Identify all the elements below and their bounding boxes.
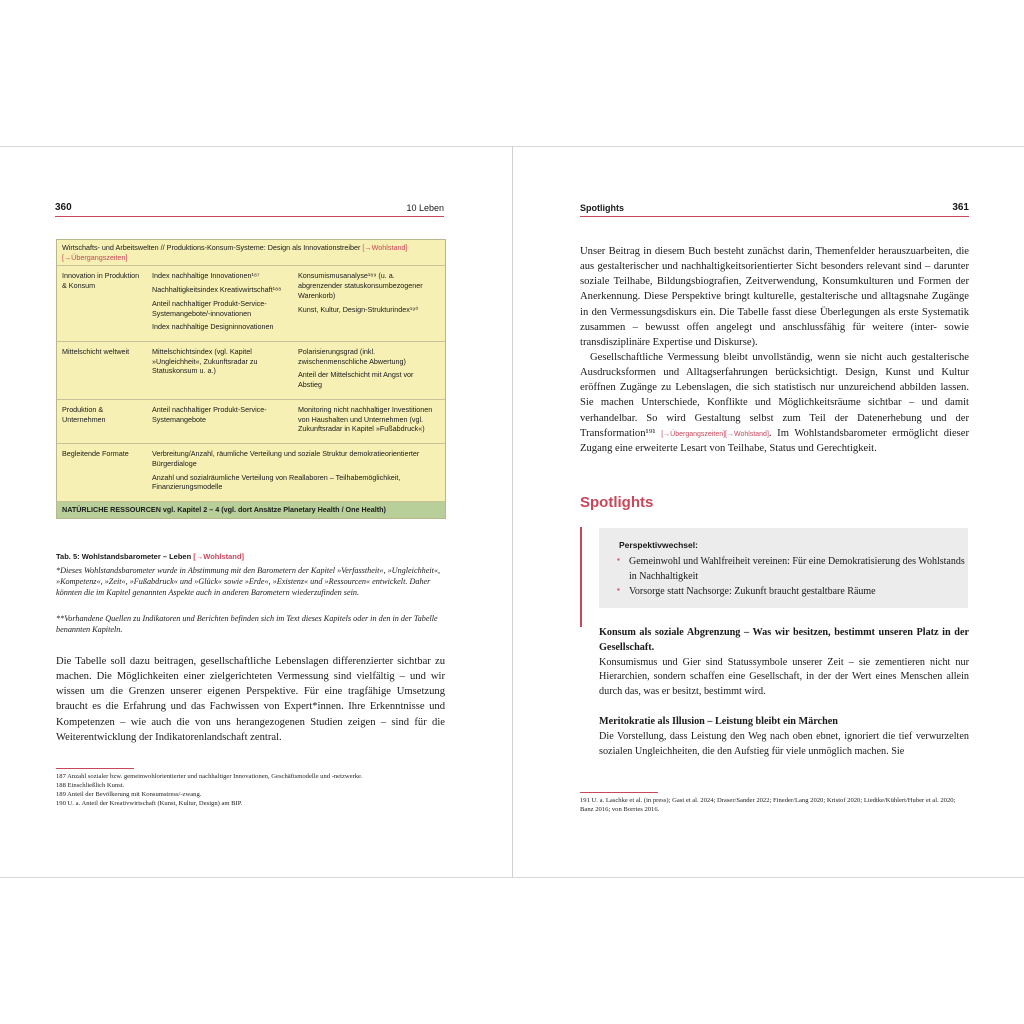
header-rule <box>55 216 444 217</box>
cell-text: Monitoring nicht nachhaltiger Investitionen von Haushalten und Unternehmen (vgl. Zukunftsradar in Kapitel »Fußabdruck«) <box>298 404 433 434</box>
block-heading: Konsum als soziale Abgrenzung – Was wir besitzen, bestimmt unseren Platz in der Gesellschaft. <box>599 627 969 653</box>
cell-text: Index nachhaltige Innovationen¹⁸⁷ <box>152 271 260 281</box>
spotlight-block <box>599 626 969 700</box>
footnotes <box>580 797 970 815</box>
box-list <box>599 554 968 599</box>
cross-ref-tag[interactable]: [→Übergangszeiten][→Wohlstand] <box>661 430 769 438</box>
right-page <box>513 147 1024 877</box>
left-header <box>55 202 444 213</box>
cell-text: Kunst, Kultur, Design-Strukturindex¹⁹⁰ <box>298 304 419 314</box>
row-col2 <box>147 400 293 443</box>
page-number: 360 <box>55 202 72 213</box>
table-header-text: Wirtschafts- und Arbeitswelten // Produktions-Konsum-Systeme: Design als Innovationstreiber <box>62 243 361 252</box>
cell-text: Verbreitung/Anzahl, räumliche Verteilung und soziale Struktur demokratieorientierter Bürgerdialoge <box>152 449 420 468</box>
block-text: Die Vorstellung, dass Leistung den Weg nach oben ebnet, ignoriert die tief verwurzelten sozialen Ungleichheiten, die den Aufstieg für viele unmöglich machen. Sie <box>599 730 969 757</box>
cross-ref-tag[interactable]: [→Wohlstand] <box>193 552 244 561</box>
body-paragraph <box>580 350 969 456</box>
row-label: Begleitende Formate <box>62 449 129 459</box>
block-heading: Meritokratie als Illusion – Leistung bleibt ein Märchen <box>599 716 838 727</box>
table-row <box>57 400 445 444</box>
cell-text: Anteil nachhaltiger Produkt-Service-Systemangebote <box>152 404 267 424</box>
row-col2 <box>147 266 293 341</box>
list-item: ▪ Gemeinwohl und Wahlfreiheit vereinen: Für eine Demokratisierung des Wohlstands in Nachhaltigkeit <box>619 554 968 584</box>
row-col23 <box>147 444 443 501</box>
table-row <box>57 342 445 400</box>
cell-text: Anteil der Mittelschicht mit Angst vor Abstieg <box>298 370 414 390</box>
footnote: 191 U. a. Laschke et al. (in press); Gast et al. 2024; Draser/Sander 2022; Fineder/Lang 2020; Kristof 2020; Liedtke/Kühlert/Huber et al. 2020; Banz 2016; von Borries 2016. <box>580 797 956 813</box>
footnotes <box>56 773 446 809</box>
row-col3 <box>293 342 443 399</box>
footnote: 188 Einschließlich Kunst. <box>56 781 125 789</box>
footnote: 187 Anzahl sozialer bzw. gemeinwohlorientierter und nachhaltiger Innovationen, Geschäftsmodelle und -netzwerke. <box>56 773 363 780</box>
row-col2 <box>147 342 293 399</box>
block-text: Konsumismus und Gier sind Statussymbole unserer Zeit – sie zementieren nicht nur Hierarchien, sondern schaffen eine Gesellschaft, in der der Wert eines Menschen allein durch das, was er besitzt, bestimmt wird. <box>599 656 969 698</box>
box-title: Perspektivwechsel: <box>619 540 698 550</box>
table-header <box>57 240 445 266</box>
header-rule <box>580 216 969 217</box>
cell-text: Anteil nachhaltiger Produkt-Service-Systemangebote/-innovationen <box>152 298 267 318</box>
table-note: **Vorhandene Quellen zu Indikatoren und Berichten befinden sich im Text dieses Kapitels oder in den in der Tabelle benannten Kapiteln. <box>56 614 438 634</box>
footnote-rule <box>580 792 658 793</box>
body-paragraph: Die Tabelle soll dazu beitragen, gesellschaftliche Lebenslagen differenzierter sichtbar zu machen. Die Möglichkeiten einer zielgerichteten Vermessung sind vielfältig – und wir wissen um die Grenzen unserer eigenen Perspektive. Für eine tragfähige Umsetzung braucht es die Erfahrung und das Fachwissen von Expert*innen. Ihre Erkenntnisse und Kompetenzen – wie auch die von uns herangezogenen Studien zeigen – sind für die Weiterentwicklung der Indikatorenlandschaft zentral. <box>56 656 445 743</box>
page-gutter <box>512 146 513 877</box>
table-note: *Dieses Wohlstandsbarometer wurde in Abstimmung mit den Barometern der Kapitel »Verfasstheit«, »Ungleichheit«, »Kompetenz«, »Zeit«, »Fußabdruck« und »Glück« sowie »Erde«, »Existenz« und »Ressourcen« entwickelt. Daher könnten die im Kapitel genannten Aspekte auch in anderen Barometern wiederzufinden sein. <box>56 566 441 597</box>
row-col3 <box>293 266 443 341</box>
spotlights-heading: Spotlights <box>580 494 654 511</box>
cell-text: Konsumismusanalyse¹⁸⁹ (u. a. abgrenzender statuskonsumbezogener Warenkorb) <box>298 271 423 300</box>
left-page <box>0 147 512 877</box>
cell-text: Polarisierungsgrad (inkl. zwischenmenschliche Abwertung) <box>298 347 406 366</box>
table-footer: NATÜRLICHE RESSOURCEN vgl. Kapitel 2 – 4 (vgl. dort Ansätze Planetary Health / One Health) <box>57 502 445 518</box>
accent-bar <box>580 527 582 627</box>
list-item: ▪ Vorsorge statt Nachsorge: Zukunft braucht gestaltbare Räume <box>619 584 968 599</box>
cell-text: Anzahl und sozialräumliche Verteilung von Reallaboren – Teilhabemöglichkeit, Finanzierungsmodelle <box>152 472 401 492</box>
footnote: 190 U. a. Anteil der Kreativwirtschaft (Kunst, Kultur, Design) am BIP. <box>56 799 243 807</box>
table-row <box>57 444 445 502</box>
cross-ref-tag[interactable]: [→Wohlstand] <box>362 243 408 252</box>
running-head: 10 Leben <box>406 203 444 213</box>
cross-ref-tag[interactable]: [→Übergangszeiten] <box>62 252 128 262</box>
caption-text: Tab. 5: Wohlstandsbarometer – Leben <box>56 552 192 561</box>
row-label: Produktion & Unternehmen <box>62 404 106 424</box>
perspective-box <box>599 528 968 608</box>
footnote: 189 Anteil der Bevölkerung mit Konsumstress/-zwang. <box>56 790 202 798</box>
para-text: Gesellschaftliche Vermessung bleibt unvollständig, wenn sie nicht auch gestalterische Ausdrucksformen und Alltagserfahrungen berücksichtigt. Design, Kunst und Kultur eröffnen Zugänge zu Lebenslagen, die sich statistisch nur unzureichend abbilden lassen. Sie machen Unterschiede, Konflikte und Möglichkeitsräume sichtbar – und damit verhandelbar. So wird Gestaltung selbst zum Teil der Datenerhebung und der Transformation¹⁹¹ <box>580 351 969 439</box>
row-col3 <box>293 400 443 443</box>
row-label: Mittelschicht weltweit <box>62 347 130 357</box>
right-header <box>580 202 969 213</box>
body-text <box>580 244 969 456</box>
page-number: 361 <box>952 202 969 213</box>
table-caption <box>56 552 446 561</box>
row-label: Innovation in Produktion & Konsum <box>62 271 140 291</box>
table-row <box>57 266 445 342</box>
cell-text: Mittelschichtsindex (vgl. Kapitel »Ungleichheit«, Zukunftsradar zu Statuskonsum u. a.) <box>152 347 258 376</box>
cell-text: Nachhaltigkeitsindex Kreativwirtschaft¹⁸⁸ <box>152 285 282 295</box>
body-paragraph: Unser Beitrag in diesem Buch besteht zunächst darin, Themenfelder herauszuarbeiten, die aus gestalterischer und nachhaltigkeitsorientierter Sicht besonders relevant sind – darunter soziale Teilhabe, Bildungsbiografien, Zeitverwendung, Konsumkulturen und Formen der Anerkennung. Diese Perspektive bringt kulturelle, gestalterische und alltagsnahe Zugänge in den Vermessungsdiskurs ein. Die Tabelle fasst diese Überlegungen als erste Systematik zusammen – bewusst offen angelegt und anschlussfähig für weitere (inter- sowie transdisziplinäre Expertise und Diskurse). <box>580 246 969 348</box>
footnote-rule <box>56 768 134 769</box>
cell-text: Index nachhaltige Designinnovationen <box>152 322 274 332</box>
para-text: . Im Wohlstandsbarometer ermöglicht dieser Zugang eine erweiterte Lesart von Teilhabe, Status und Gerechtigkeit. <box>580 427 969 454</box>
running-head: Spotlights <box>580 203 624 213</box>
spotlight-block <box>599 715 969 759</box>
barometer-table <box>56 239 446 519</box>
